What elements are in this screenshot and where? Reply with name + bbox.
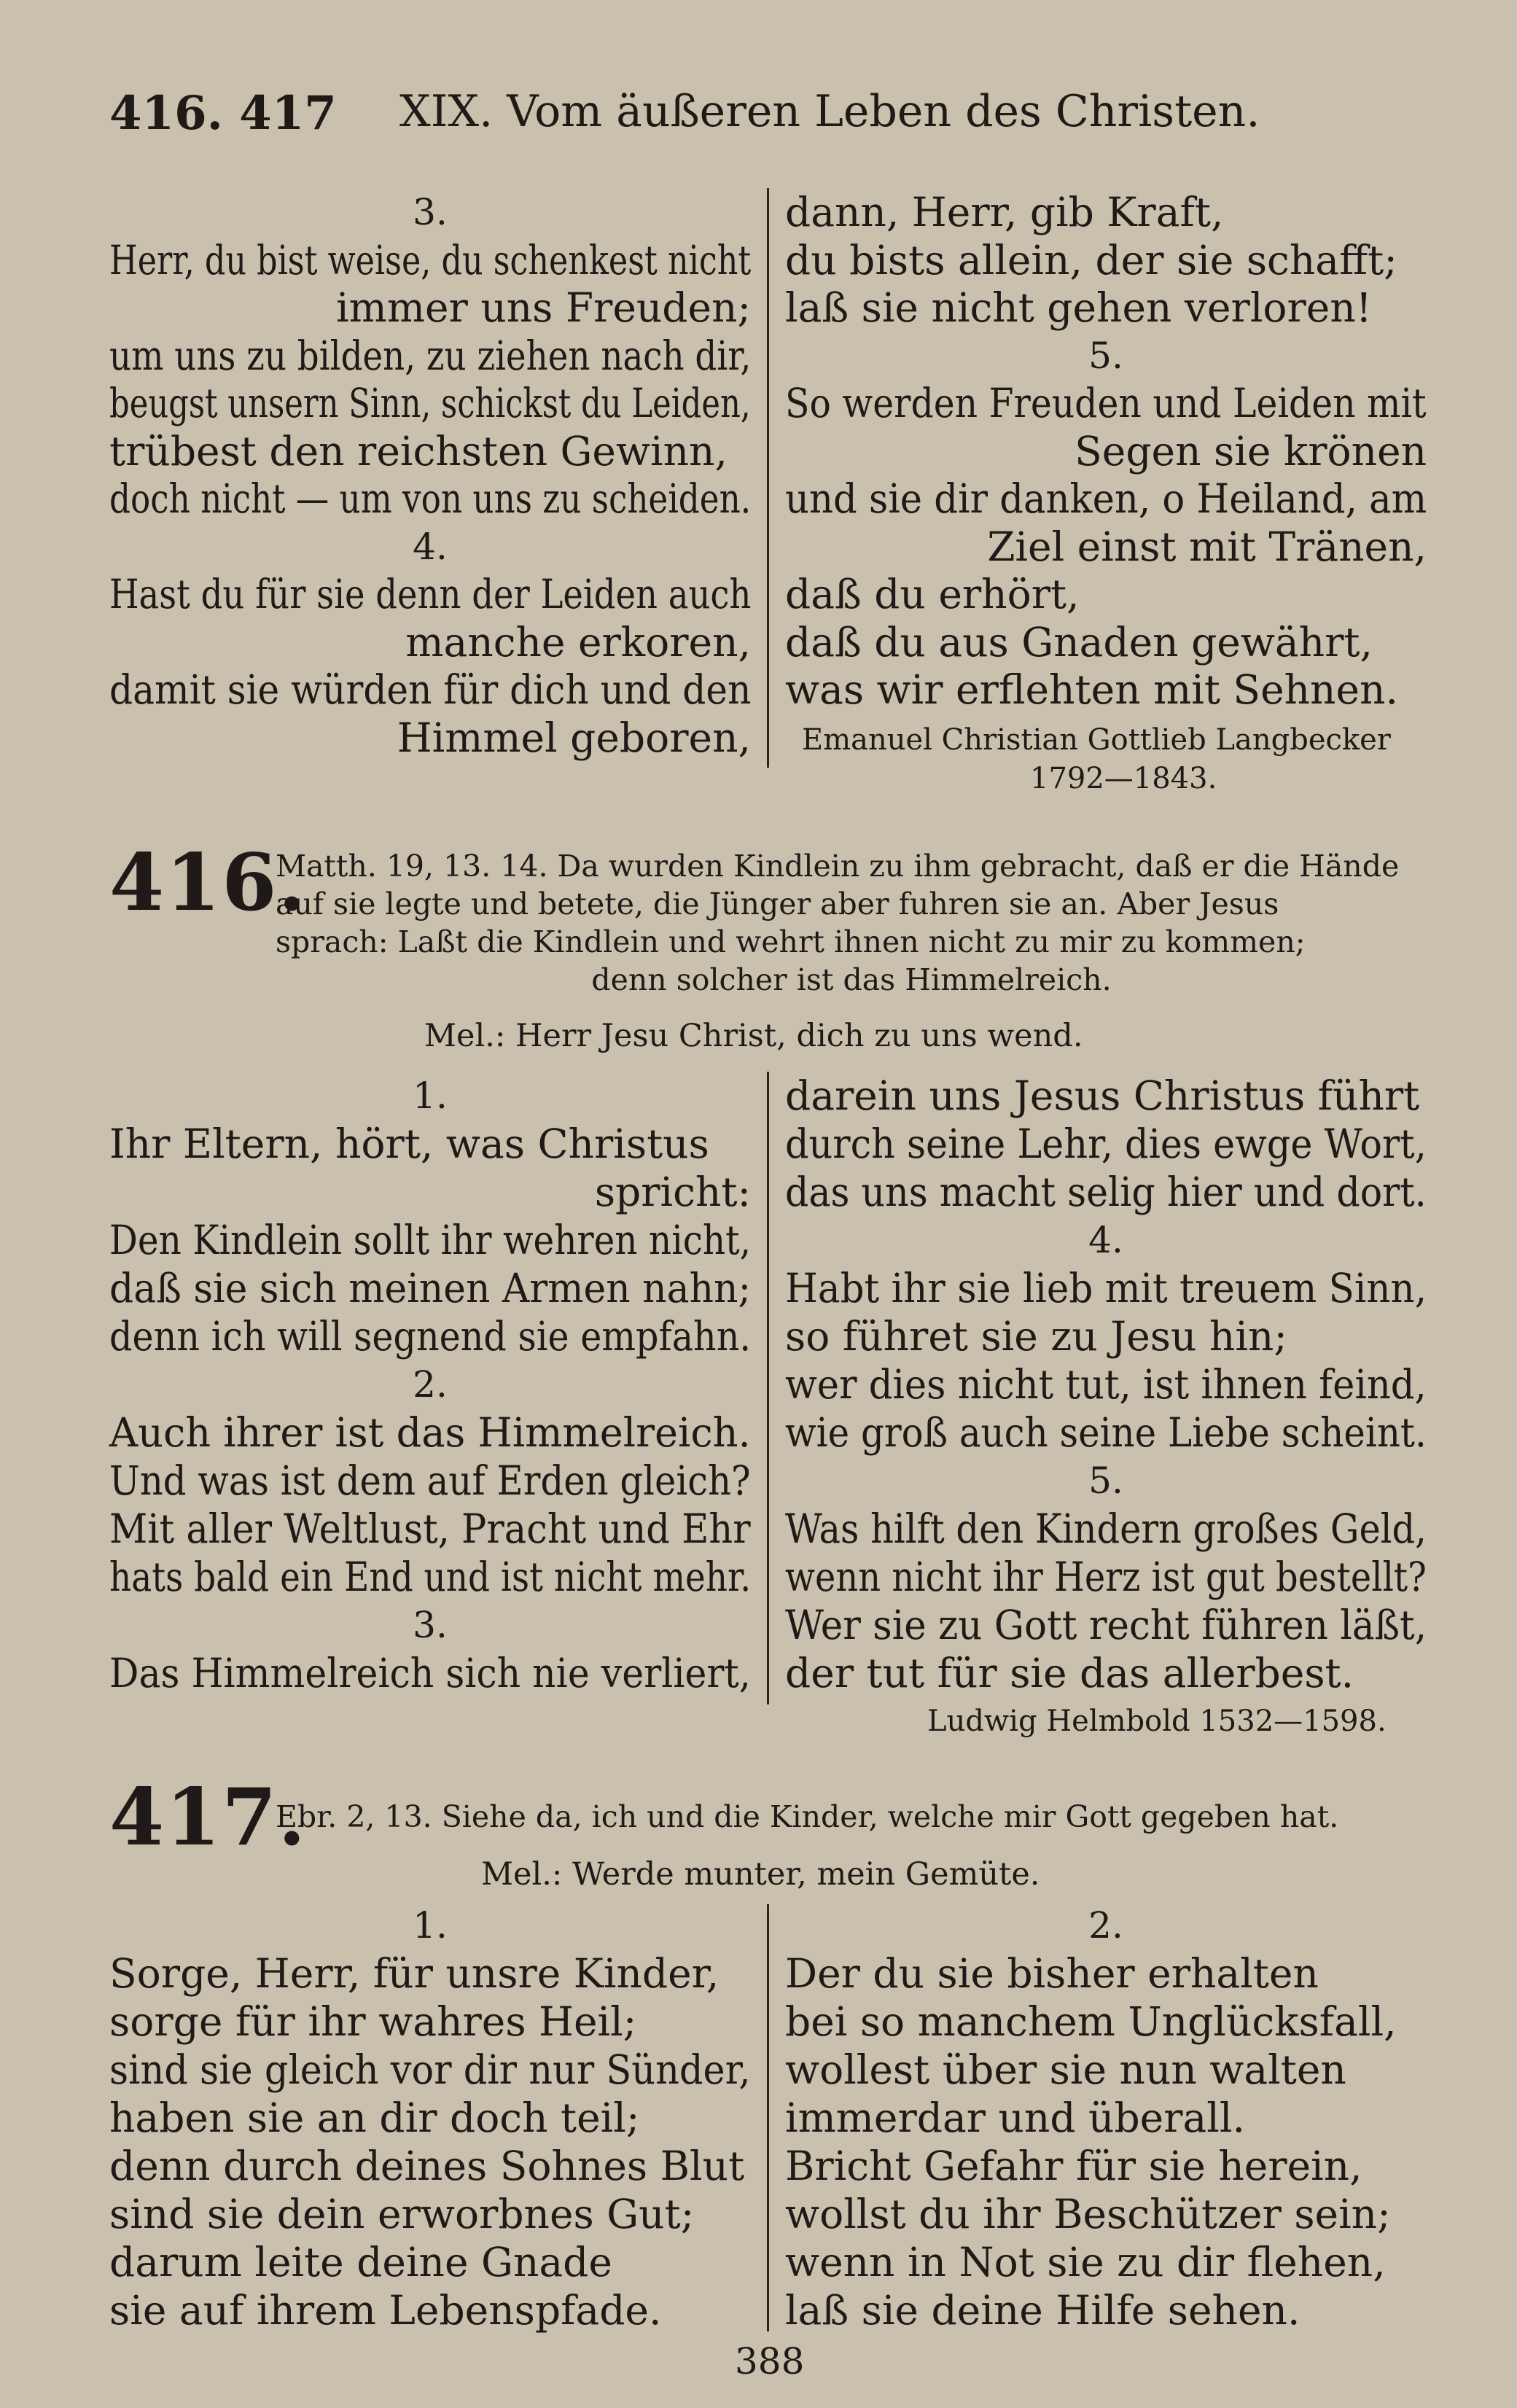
verse-line: darein uns Jesus Christus führt — [785, 1072, 1420, 1119]
verse-line: sorge für ihr wahres Heil; — [109, 1998, 637, 2045]
verse-line: haben sie an dir doch teil; — [109, 2095, 640, 2141]
verse-line: Ihr Eltern, hört, was Christus — [109, 1121, 709, 1167]
verse-line: denn durch deines Sohnes Blut — [109, 2143, 745, 2189]
verse-line: sind sie gleich vor dir nur Sünder, — [109, 2046, 751, 2093]
verse-number: 2. — [1088, 1904, 1123, 1947]
top-left-column — [109, 188, 751, 761]
melody-417: Mel.: Werde munter, mein Gemüte. — [481, 1856, 1040, 1893]
melody-416: Mel.: Herr Jesu Christ, dich zu uns wend. — [424, 1018, 1083, 1054]
scripture-line: denn solcher ist das Himmelreich. — [591, 962, 1112, 997]
verse-line: darum leite deine Gnade — [109, 2239, 612, 2286]
verse-line: Mit aller Weltlust, Pracht und Ehr — [109, 1505, 751, 1552]
verse-line: wer dies nicht tut, ist ihnen feind, — [785, 1361, 1427, 1408]
verse-line: beugst unsern Sinn, schickst du Leiden, — [109, 380, 751, 426]
hymn-number-416: 416. — [109, 837, 308, 929]
page-range: 416. 417 — [109, 86, 337, 141]
verse-line: laß sie nicht gehen verloren! — [785, 284, 1372, 331]
verse-line: daß du aus Gnaden gewährt, — [785, 618, 1373, 666]
scripture-line: Matth. 19, 13. 14. Da wurden Kindlein zu ihm gebracht, daß er die Hände — [276, 849, 1400, 884]
verse-line: Wer sie zu Gott recht führen läßt, — [785, 1602, 1427, 1648]
verse-line: um uns zu bilden, zu ziehen nach dir, — [109, 332, 752, 379]
verse-line: und sie dir danken, o Heiland, am — [785, 475, 1427, 522]
verse-line: trübest den reichsten Gewinn, — [109, 427, 728, 475]
verse-line: damit sie würden für dich und den — [109, 666, 752, 713]
column-divider-417 — [767, 1904, 769, 2331]
verse-line: Und was ist dem auf Erden gleich? — [109, 1457, 751, 1504]
verse-line: daß du erhört, — [785, 571, 1080, 617]
verse-line: spricht: — [594, 1169, 751, 1215]
verse-line: bei so manchem Unglücksfall, — [785, 1998, 1397, 2045]
verse-line: Der du sie bisher erhalten — [785, 1950, 1319, 1997]
verse-line: daß sie sich meinen Armen nahn; — [109, 1265, 751, 1312]
verse-number: 3. — [413, 191, 448, 233]
verse-line: Was hilft den Kindern großes Geld, — [785, 1505, 1427, 1552]
verse-line: durch seine Lehr, dies ewge Wort, — [785, 1121, 1427, 1167]
verse-line: wie groß auch seine Liebe scheint. — [785, 1409, 1427, 1456]
hymn-416-left-column — [109, 1072, 751, 1697]
verse-number: 2. — [413, 1363, 448, 1406]
verse-line: doch nicht — um von uns zu scheiden. — [109, 475, 752, 522]
verse-line: der tut für sie das allerbest. — [785, 1650, 1354, 1696]
scripture-line: auf sie legte und betete, die Jünger aber fuhren sie an. Aber Jesus — [276, 887, 1279, 921]
verse-line: Bricht Gefahr für sie herein, — [785, 2143, 1362, 2189]
verse-line: Himmel geboren, — [397, 714, 751, 761]
verse-number: 4. — [413, 525, 448, 568]
verse-line: laß sie deine Hilfe sehen. — [785, 2287, 1300, 2334]
hymn-417-left-column — [109, 1901, 751, 2334]
verse-line: das uns macht selig hier und dort. — [785, 1169, 1427, 1215]
verse-line: sind sie dein erworbnes Gut; — [109, 2191, 695, 2237]
verse-line: immer uns Freuden; — [336, 284, 751, 331]
column-divider-416 — [767, 1072, 769, 1704]
verse-line: immerdar und überall. — [785, 2095, 1245, 2141]
verse-line: was wir erflehten mit Sehnen. — [785, 666, 1398, 713]
verse-line: wenn nicht ihr Herz ist gut bestellt? — [785, 1554, 1427, 1600]
verse-line: du bists allein, der sie schafft; — [785, 236, 1397, 284]
scripture-line: sprach: Laßt die Kindlein und wehrt ihnen nicht zu mir zu kommen; — [276, 924, 1306, 959]
hymn-number-417: 417. — [109, 1772, 308, 1863]
verse-number: 5. — [1088, 1460, 1123, 1502]
verse-line: Das Himmelreich sich nie verliert, — [109, 1650, 751, 1696]
verse-number: 4. — [1088, 1219, 1123, 1261]
hymn-416-right-column — [785, 1072, 1427, 1697]
verse-line: Auch ihrer ist das Himmelreich. — [109, 1409, 751, 1456]
verse-line: manche erkoren, — [405, 618, 751, 666]
verse-line: So werden Freuden und Leiden mit — [785, 380, 1427, 426]
verse-line: Herr, du bist weise, du schenkest nicht — [109, 236, 752, 284]
page-number: 388 — [735, 2340, 805, 2382]
verse-line: Habt ihr sie lieb mit treuem Sinn, — [785, 1265, 1427, 1312]
verse-number: 3. — [413, 1604, 448, 1646]
scripture-416 — [276, 847, 1427, 999]
verse-line: denn ich will segnend sie empfahn. — [109, 1313, 752, 1360]
verse-line: dann, Herr, gib Kraft, — [785, 189, 1224, 235]
verse-line: Sorge, Herr, für unsre Kinder, — [109, 1950, 719, 1997]
top-right-column — [785, 188, 1427, 714]
verse-line: wollst du ihr Beschützer sein; — [785, 2191, 1391, 2237]
verse-number: 1. — [413, 1904, 448, 1947]
verse-line: sie auf ihrem Lebenspfade. — [109, 2287, 662, 2334]
verse-line: hats bald ein End und ist nicht mehr. — [109, 1554, 752, 1600]
verse-line: Segen sie krönen — [1075, 427, 1427, 475]
verse-line: Hast du für sie denn der Leiden auch — [109, 571, 752, 617]
verse-line: so führet sie zu Jesu hin; — [785, 1313, 1287, 1360]
section-title: XIX. Vom äußeren Leben des Christen. — [399, 86, 1260, 137]
verse-number: 5. — [1088, 334, 1123, 377]
verse-line: Den Kindlein sollt ihr wehren nicht, — [109, 1217, 752, 1263]
scripture-417: Ebr. 2, 13. Siehe da, ich und die Kinder, welche mir Gott gegeben hat. — [276, 1799, 1339, 1834]
verse-line: wenn in Not sie zu dir flehen, — [785, 2239, 1386, 2286]
verse-line: wollest über sie nun walten — [785, 2046, 1346, 2093]
author-helmbold: Ludwig Helmbold 1532—1598. — [927, 1704, 1387, 1738]
verse-line: Ziel einst mit Tränen, — [987, 523, 1427, 570]
column-divider-top — [767, 188, 769, 768]
hymn-417-right-column — [785, 1901, 1427, 2334]
author-langbecker: Emanuel Christian Gottlieb Langbecker — [802, 723, 1391, 757]
author-dates-langbecker: 1792—1843. — [1030, 762, 1217, 795]
verse-number: 1. — [413, 1075, 448, 1117]
